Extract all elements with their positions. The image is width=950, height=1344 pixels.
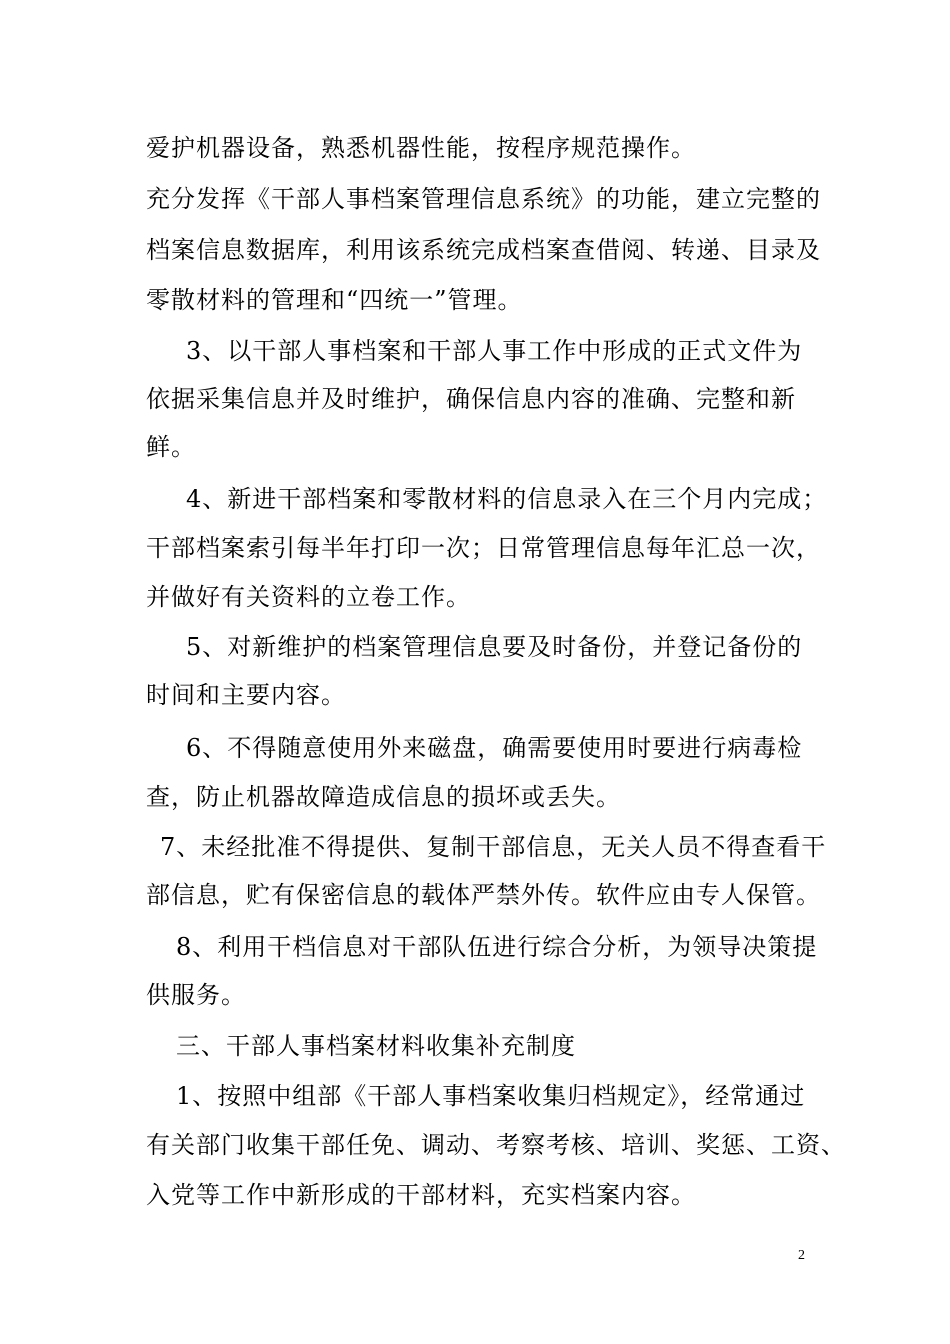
text-line: 有关部门收集干部任免、调动、考察考核、培训、奖惩、工资、: [146, 1131, 846, 1159]
page-number: 2: [798, 1248, 805, 1263]
text-line: 4、新进干部档案和零散材料的信息录入在三个月内完成；: [186, 485, 828, 513]
text-line: 3、以干部人事档案和干部人事工作中形成的正式文件为: [186, 337, 803, 365]
text-line: 部信息，贮有保密信息的载体严禁外传。软件应由专人保管。: [146, 881, 821, 909]
text-line: 1、按照中组部《干部人事档案收集归档规定》，经常通过: [176, 1082, 806, 1110]
text-line: 干部档案索引每半年打印一次；日常管理信息每年汇总一次，: [146, 534, 821, 562]
text-line: 档案信息数据库，利用该系统完成档案查借阅、转递、目录及: [146, 236, 821, 264]
text-line: 爱护机器设备，熟悉机器性能，按程序规范操作。: [146, 134, 696, 162]
text-line: 5、对新维护的档案管理信息要及时备份，并登记备份的: [186, 633, 803, 661]
text-line: 并做好有关资料的立卷工作。: [146, 583, 471, 611]
text-line: 6、不得随意使用外来磁盘，确需要使用时要进行病毒检: [186, 734, 803, 762]
text-line: 8、利用干档信息对干部队伍进行综合分析，为领导决策提: [176, 933, 818, 961]
text-line: 查，防止机器故障造成信息的损坏或丢失。: [146, 783, 621, 811]
text-line: 入党等工作中新形成的干部材料，充实档案内容。: [146, 1181, 696, 1209]
text-line: 时间和主要内容。: [146, 681, 346, 709]
text-line: 7、未经批准不得提供、复制干部信息，无关人员不得查看干: [160, 833, 827, 861]
text-line: 供服务。: [146, 981, 246, 1009]
text-line: 鲜。: [146, 433, 196, 461]
text-line: 零散材料的管理和“四统一”管理。: [146, 286, 523, 314]
section-heading: 三、干部人事档案材料收集补充制度: [176, 1032, 576, 1060]
text-line: 依据采集信息并及时维护，确保信息内容的准确、完整和新: [146, 385, 796, 413]
text-line: 充分发挥《干部人事档案管理信息系统》的功能，建立完整的: [146, 185, 821, 213]
